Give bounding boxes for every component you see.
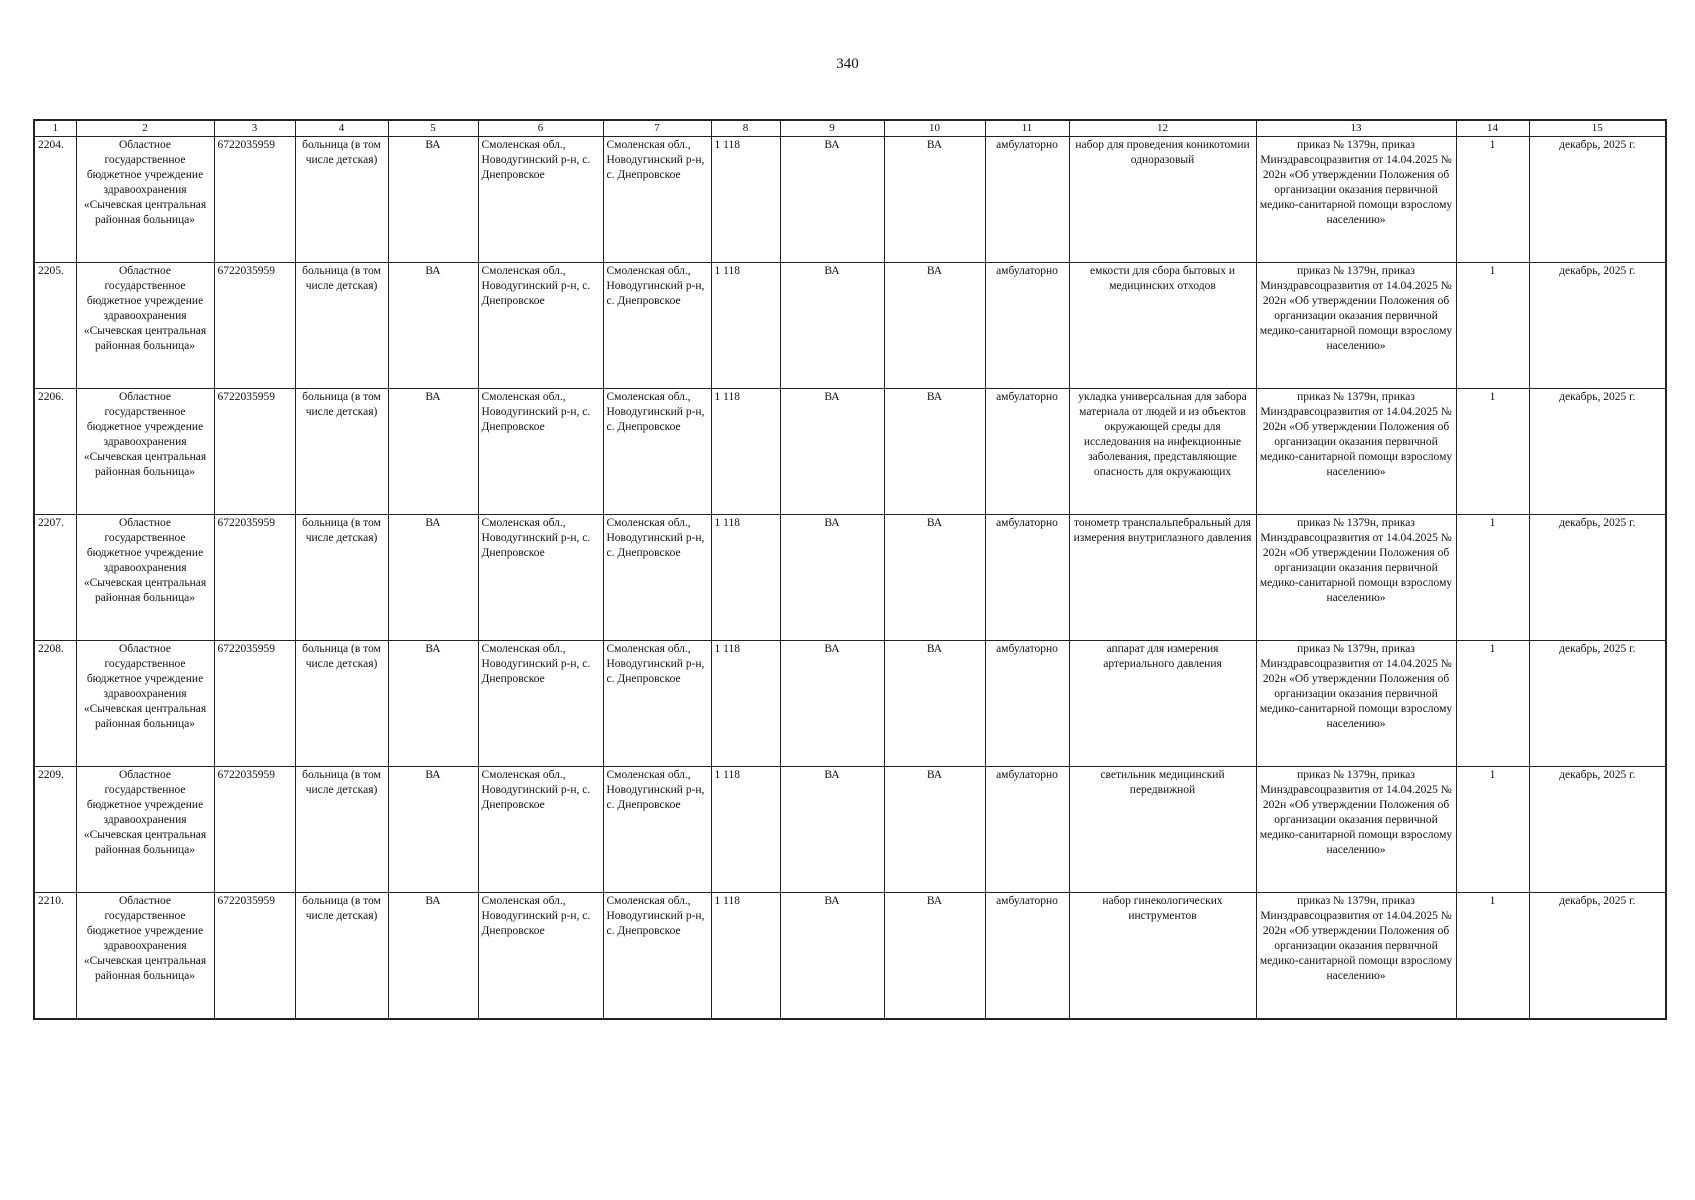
- quantity: 1: [1456, 263, 1529, 389]
- care-mode: амбулаторно: [985, 893, 1069, 1019]
- equipment-item: набор для проведения коникотомии одноразовый: [1069, 137, 1256, 263]
- legal-address: Смоленская обл., Новодугинский р-н, с. Днепровское: [478, 515, 603, 641]
- legal-address: Смоленская обл., Новодугинский р-н, с. Днепровское: [478, 389, 603, 515]
- header-row: [34, 120, 1666, 137]
- facility-type: больница (в том числе детская): [295, 641, 388, 767]
- delivery-date: декабрь, 2025 г.: [1529, 641, 1666, 767]
- regulation-order: приказ № 1379н, приказ Минздравсоцразвития от 14.04.2025 № 202н «Об утверждении Положения об организации оказания первичной медико-санитарной помощи взрослому населению»: [1256, 767, 1456, 893]
- quantity: 1: [1456, 767, 1529, 893]
- inn-code: 6722035959: [214, 641, 295, 767]
- care-mode: амбулаторно: [985, 137, 1069, 263]
- column-header-3: 3: [214, 120, 295, 137]
- delivery-date: декабрь, 2025 г.: [1529, 515, 1666, 641]
- col9-value: ВА: [780, 263, 884, 389]
- legal-address: Смоленская обл., Новодугинский р-н, с. Днепровское: [478, 767, 603, 893]
- facility-type: больница (в том числе детская): [295, 767, 388, 893]
- legal-address: Смоленская обл., Новодугинский р-н, с. Днепровское: [478, 641, 603, 767]
- quantity: 1: [1456, 389, 1529, 515]
- equipment-item: аппарат для измерения артериального давления: [1069, 641, 1256, 767]
- table-row: [34, 137, 1666, 263]
- organization-name: Областное государственное бюджетное учреждение здравоохранения «Сычевская центральная районная больница»: [76, 137, 214, 263]
- facility-type: больница (в том числе детская): [295, 515, 388, 641]
- inn-code: 6722035959: [214, 137, 295, 263]
- delivery-date: декабрь, 2025 г.: [1529, 389, 1666, 515]
- regulation-order: приказ № 1379н, приказ Минздравсоцразвития от 14.04.2025 № 202н «Об утверждении Положения об организации оказания первичной медико-санитарной помощи взрослому населению»: [1256, 389, 1456, 515]
- actual-address: Смоленская обл., Новодугинский р-н, с. Днепровское: [603, 263, 711, 389]
- col5-value: ВА: [388, 137, 478, 263]
- column-header-14: 14: [1456, 120, 1529, 137]
- regulation-order: приказ № 1379н, приказ Минздравсоцразвития от 14.04.2025 № 202н «Об утверждении Положения об организации оказания первичной медико-санитарной помощи взрослому населению»: [1256, 515, 1456, 641]
- page-number: 340: [836, 56, 859, 72]
- care-mode: амбулаторно: [985, 641, 1069, 767]
- col8-value: 1 118: [711, 515, 780, 641]
- actual-address: Смоленская обл., Новодугинский р-н, с. Днепровское: [603, 137, 711, 263]
- col8-value: 1 118: [711, 137, 780, 263]
- col9-value: ВА: [780, 641, 884, 767]
- table-row: [34, 263, 1666, 389]
- inn-code: 6722035959: [214, 389, 295, 515]
- delivery-date: декабрь, 2025 г.: [1529, 893, 1666, 1019]
- facility-type: больница (в том числе детская): [295, 137, 388, 263]
- col10-value: ВА: [884, 137, 985, 263]
- col10-value: ВА: [884, 389, 985, 515]
- legal-address: Смоленская обл., Новодугинский р-н, с. Днепровское: [478, 137, 603, 263]
- organization-name: Областное государственное бюджетное учреждение здравоохранения «Сычевская центральная районная больница»: [76, 515, 214, 641]
- equipment-item: набор гинекологических инструментов: [1069, 893, 1256, 1019]
- column-header-13: 13: [1256, 120, 1456, 137]
- col8-value: 1 118: [711, 893, 780, 1019]
- column-header-6: 6: [478, 120, 603, 137]
- care-mode: амбулаторно: [985, 263, 1069, 389]
- regulation-order: приказ № 1379н, приказ Минздравсоцразвития от 14.04.2025 № 202н «Об утверждении Положения об организации оказания первичной медико-санитарной помощи взрослому населению»: [1256, 641, 1456, 767]
- equipment-item: емкости для сбора бытовых и медицинских отходов: [1069, 263, 1256, 389]
- col10-value: ВА: [884, 893, 985, 1019]
- table-row: [34, 893, 1666, 1019]
- row-number: 2210.: [34, 893, 76, 1019]
- actual-address: Смоленская обл., Новодугинский р-н, с. Днепровское: [603, 767, 711, 893]
- row-number: 2205.: [34, 263, 76, 389]
- equipment-item: тонометр транспальпебральный для измерения внутриглазного давления: [1069, 515, 1256, 641]
- legal-address: Смоленская обл., Новодугинский р-н, с. Днепровское: [478, 893, 603, 1019]
- col8-value: 1 118: [711, 263, 780, 389]
- column-header-7: 7: [603, 120, 711, 137]
- actual-address: Смоленская обл., Новодугинский р-н, с. Днепровское: [603, 389, 711, 515]
- col8-value: 1 118: [711, 641, 780, 767]
- table-row: [34, 389, 1666, 515]
- regulation-order: приказ № 1379н, приказ Минздравсоцразвития от 14.04.2025 № 202н «Об утверждении Положения об организации оказания первичной медико-санитарной помощи взрослому населению»: [1256, 893, 1456, 1019]
- equipment-table: [33, 119, 1667, 1020]
- column-header-9: 9: [780, 120, 884, 137]
- organization-name: Областное государственное бюджетное учреждение здравоохранения «Сычевская центральная районная больница»: [76, 389, 214, 515]
- organization-name: Областное государственное бюджетное учреждение здравоохранения «Сычевская центральная районная больница»: [76, 641, 214, 767]
- column-header-5: 5: [388, 120, 478, 137]
- inn-code: 6722035959: [214, 263, 295, 389]
- quantity: 1: [1456, 137, 1529, 263]
- delivery-date: декабрь, 2025 г.: [1529, 767, 1666, 893]
- col5-value: ВА: [388, 641, 478, 767]
- col9-value: ВА: [780, 137, 884, 263]
- delivery-date: декабрь, 2025 г.: [1529, 263, 1666, 389]
- col10-value: ВА: [884, 767, 985, 893]
- col9-value: ВА: [780, 389, 884, 515]
- table-body: [34, 137, 1666, 1019]
- inn-code: 6722035959: [214, 893, 295, 1019]
- column-header-8: 8: [711, 120, 780, 137]
- column-header-4: 4: [295, 120, 388, 137]
- organization-name: Областное государственное бюджетное учреждение здравоохранения «Сычевская центральная районная больница»: [76, 263, 214, 389]
- column-header-10: 10: [884, 120, 985, 137]
- row-number: 2206.: [34, 389, 76, 515]
- regulation-order: приказ № 1379н, приказ Минздравсоцразвития от 14.04.2025 № 202н «Об утверждении Положения об организации оказания первичной медико-санитарной помощи взрослому населению»: [1256, 137, 1456, 263]
- row-number: 2204.: [34, 137, 76, 263]
- col8-value: 1 118: [711, 389, 780, 515]
- table-row: [34, 515, 1666, 641]
- col5-value: ВА: [388, 767, 478, 893]
- row-number: 2209.: [34, 767, 76, 893]
- column-header-1: 1: [34, 120, 76, 137]
- col10-value: ВА: [884, 263, 985, 389]
- col5-value: ВА: [388, 263, 478, 389]
- organization-name: Областное государственное бюджетное учреждение здравоохранения «Сычевская центральная районная больница»: [76, 767, 214, 893]
- care-mode: амбулаторно: [985, 389, 1069, 515]
- actual-address: Смоленская обл., Новодугинский р-н, с. Днепровское: [603, 893, 711, 1019]
- table-row: [34, 641, 1666, 767]
- col5-value: ВА: [388, 389, 478, 515]
- column-header-11: 11: [985, 120, 1069, 137]
- legal-address: Смоленская обл., Новодугинский р-н, с. Днепровское: [478, 263, 603, 389]
- col5-value: ВА: [388, 515, 478, 641]
- delivery-date: декабрь, 2025 г.: [1529, 137, 1666, 263]
- actual-address: Смоленская обл., Новодугинский р-н, с. Днепровское: [603, 641, 711, 767]
- column-header-12: 12: [1069, 120, 1256, 137]
- inn-code: 6722035959: [214, 515, 295, 641]
- column-header-15: 15: [1529, 120, 1666, 137]
- col5-value: ВА: [388, 893, 478, 1019]
- col10-value: ВА: [884, 641, 985, 767]
- quantity: 1: [1456, 515, 1529, 641]
- row-number: 2207.: [34, 515, 76, 641]
- facility-type: больница (в том числе детская): [295, 389, 388, 515]
- organization-name: Областное государственное бюджетное учреждение здравоохранения «Сычевская центральная районная больница»: [76, 893, 214, 1019]
- regulation-order: приказ № 1379н, приказ Минздравсоцразвития от 14.04.2025 № 202н «Об утверждении Положения об организации оказания первичной медико-санитарной помощи взрослому населению»: [1256, 263, 1456, 389]
- col8-value: 1 118: [711, 767, 780, 893]
- facility-type: больница (в том числе детская): [295, 263, 388, 389]
- care-mode: амбулаторно: [985, 515, 1069, 641]
- col9-value: ВА: [780, 767, 884, 893]
- col9-value: ВА: [780, 893, 884, 1019]
- col9-value: ВА: [780, 515, 884, 641]
- col10-value: ВА: [884, 515, 985, 641]
- actual-address: Смоленская обл., Новодугинский р-н, с. Днепровское: [603, 515, 711, 641]
- equipment-item: укладка универсальная для забора материала от людей и из объектов окружающей среды для исследования на инфекционные заболевания, представляющие опасность для окружающих: [1069, 389, 1256, 515]
- quantity: 1: [1456, 893, 1529, 1019]
- facility-type: больница (в том числе детская): [295, 893, 388, 1019]
- inn-code: 6722035959: [214, 767, 295, 893]
- quantity: 1: [1456, 641, 1529, 767]
- column-header-2: 2: [76, 120, 214, 137]
- row-number: 2208.: [34, 641, 76, 767]
- equipment-item: светильник медицинский передвижной: [1069, 767, 1256, 893]
- care-mode: амбулаторно: [985, 767, 1069, 893]
- table-row: [34, 767, 1666, 893]
